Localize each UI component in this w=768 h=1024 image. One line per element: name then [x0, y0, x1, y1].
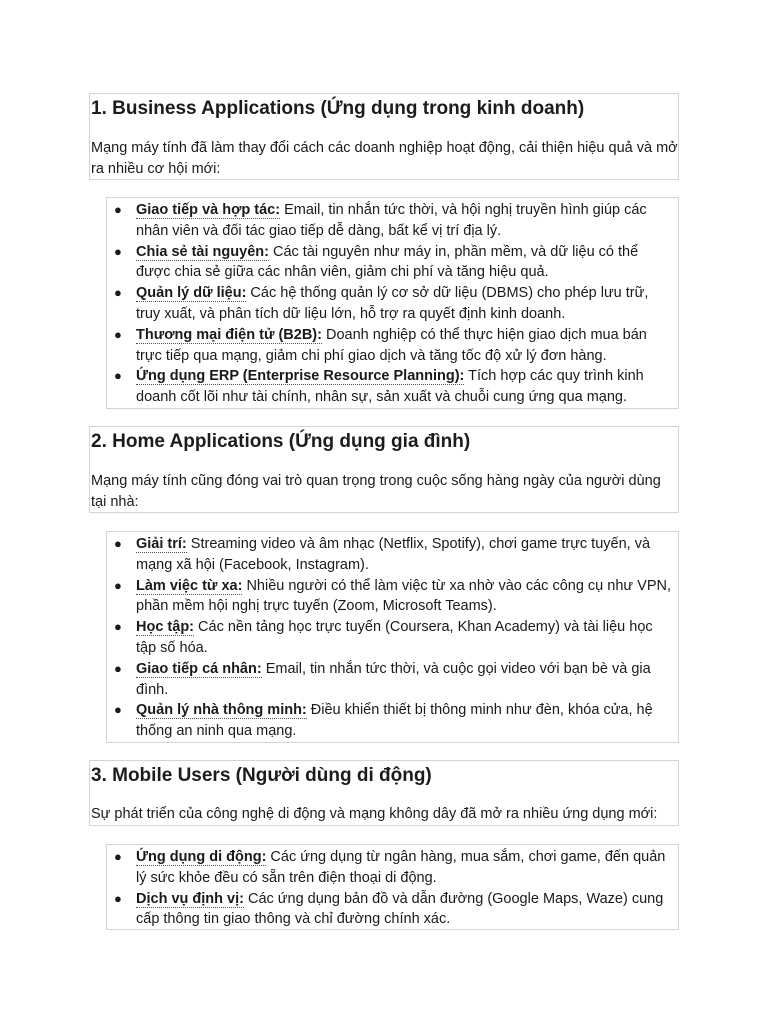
- item-term: Quản lý nhà thông minh:: [136, 702, 307, 719]
- item-term: Giao tiếp cá nhân:: [136, 660, 262, 677]
- section-1-intro: Mạng máy tính đã làm thay đổi cách các doanh nghiệp hoạt động, cải thiện hiệu quả và mở ra nhiều cơ hội mới:: [91, 140, 678, 177]
- bullet-icon: ●: [114, 285, 122, 301]
- section-2-list: [106, 531, 679, 743]
- list-item: [114, 700, 674, 742]
- bullet-icon: ●: [114, 702, 122, 718]
- item-term: Quản lý dữ liệu:: [136, 285, 247, 302]
- item-term: Thương mại điện tử (B2B):: [136, 326, 322, 343]
- bullet-icon: ●: [114, 326, 122, 342]
- item-term: Ứng dụng di động:: [136, 849, 267, 865]
- bullet-icon: ●: [114, 577, 122, 593]
- item-term: Giải trí:: [136, 536, 187, 552]
- section-3-items: [107, 847, 674, 930]
- list-item: [114, 847, 674, 889]
- bullet-icon: ●: [114, 660, 122, 676]
- section-2-items: [107, 534, 674, 742]
- section-2-title: 2. Home Applications (Ứng dụng gia đình): [91, 431, 471, 452]
- section-3-header: [89, 760, 679, 826]
- item-term: Làm việc từ xa:: [136, 577, 243, 594]
- section-3-list: [106, 844, 679, 930]
- list-item: [114, 889, 674, 931]
- list-item: [114, 242, 674, 284]
- bullet-icon: ●: [114, 243, 122, 259]
- item-term: Dịch vụ định vị:: [136, 890, 244, 907]
- item-text: Các hệ thống quản lý cơ sở dữ liệu (DBMS) cho phép lưu trữ, truy xuất, và phân tích dữ liệu lớn, hỗ trợ ra quyết định kinh doanh.: [136, 285, 649, 322]
- bullet-icon: ●: [114, 536, 122, 551]
- section-2-header: [89, 426, 679, 513]
- section-1-header: [89, 93, 679, 180]
- item-text: Điều khiển thiết bị thông minh như đèn, khóa cửa, hệ thống an ninh qua mạng.: [136, 702, 653, 740]
- item-term: Giao tiếp và hợp tác:: [136, 202, 281, 218]
- list-item: [114, 283, 674, 325]
- item-text: Tích hợp các quy trình kinh doanh cốt lõi như tài chính, nhân sự, sản xuất và chuỗi cung ứng qua mạng.: [136, 368, 644, 406]
- item-term: Ứng dụng ERP (Enterprise Resource Planning):: [136, 368, 465, 385]
- item-text: Streaming video và âm nhạc (Netflix, Spotify), chơi game trực tuyến, và mạng xã hội (Facebook, Instagram).: [136, 536, 651, 573]
- item-text: Email, tin nhắn tức thời, và cuộc gọi video với bạn bè và gia đình.: [136, 660, 651, 698]
- list-item: [114, 534, 674, 576]
- item-text: Nhiều người có thể làm việc từ xa nhờ vào các công cụ như VPN, phần mềm hội nghị trực tuyến (Zoom, Microsoft Teams).: [136, 577, 671, 615]
- item-text: Các nền tảng học trực tuyến (Coursera, Khan Academy) và tài liệu học tập số hóa.: [136, 619, 653, 656]
- list-item: [114, 576, 674, 618]
- list-item: [114, 617, 674, 659]
- section-1-items: [107, 200, 674, 408]
- item-text: Các tài nguyên như máy in, phần mềm, và dữ liệu có thể được chia sẻ giữa các nhân viên, giảm chi phí và tăng hiệu quả.: [136, 243, 639, 281]
- item-text: Email, tin nhắn tức thời, và hội nghị truyền hình giúp các nhân viên và đối tác giao tiếp dễ dàng, bất kể vị trí địa lý.: [136, 202, 647, 239]
- section-1-list: [106, 197, 679, 409]
- item-text: Các ứng dụng từ ngân hàng, mua sắm, chơi game, đến quản lý sức khỏe đều có sẵn trên điện thoại di động.: [136, 849, 666, 886]
- section-3-title: 3. Mobile Users (Người dùng di động): [91, 765, 432, 786]
- bullet-icon: ●: [114, 202, 122, 217]
- item-text: Doanh nghiệp có thể thực hiện giao dịch mua bán trực tiếp qua mạng, giảm chi phí giao dịch và tăng tốc độ xử lý đơn hàng.: [136, 326, 647, 364]
- item-text: Các ứng dụng bản đồ và dẫn đường (Google Maps, Waze) cung cấp thông tin giao thông và chỉ đường chính xác.: [136, 890, 664, 928]
- section-1-title: 1. Business Applications (Ứng dụng trong kinh doanh): [91, 98, 585, 119]
- list-item: [114, 325, 674, 367]
- section-2-intro: Mạng máy tính cũng đóng vai trò quan trọng trong cuộc sống hàng ngày của người dùng tại nhà:: [91, 473, 661, 510]
- list-item: [114, 659, 674, 701]
- item-term: Học tập:: [136, 619, 194, 636]
- list-item: [114, 200, 674, 242]
- bullet-icon: ●: [114, 849, 122, 864]
- list-item: [114, 366, 674, 408]
- section-3-intro: Sự phát triển của công nghệ di động và mạng không dây đã mở ra nhiều ứng dụng mới:: [91, 806, 658, 822]
- bullet-icon: ●: [114, 890, 122, 906]
- bullet-icon: ●: [114, 368, 122, 384]
- item-term: Chia sẻ tài nguyên:: [136, 243, 269, 260]
- bullet-icon: ●: [114, 619, 122, 635]
